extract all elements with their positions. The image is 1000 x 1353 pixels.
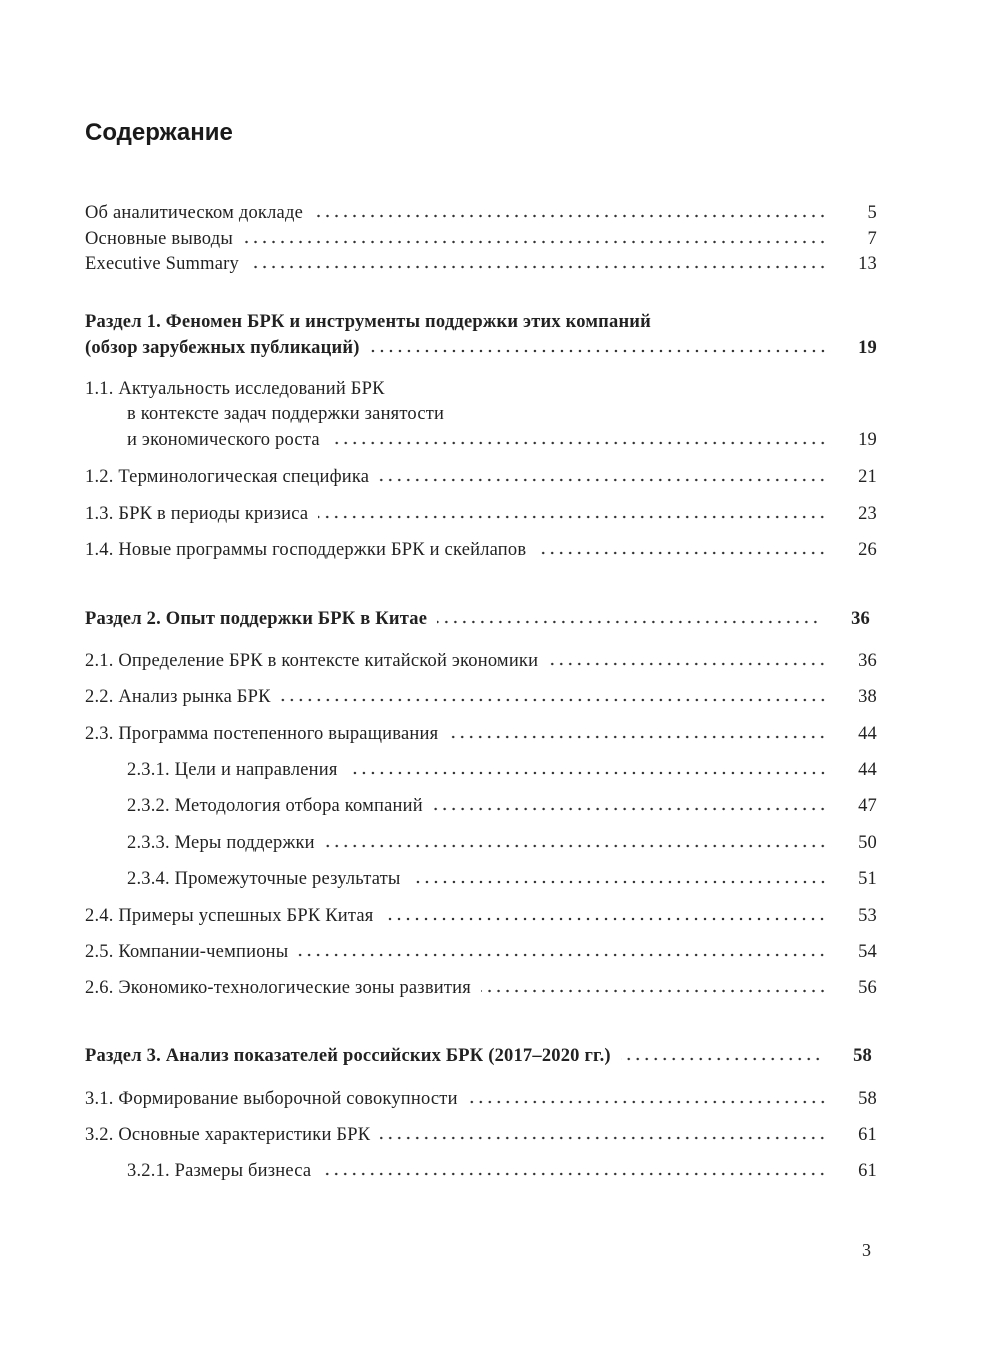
- toc-entry[interactable]: [85, 1123, 877, 1147]
- dot-leader: [379, 477, 827, 483]
- toc-entry[interactable]: [127, 831, 877, 855]
- dot-leader: [249, 264, 827, 270]
- toc-page-number: 61: [858, 1161, 877, 1181]
- toc-page-number: 61: [858, 1125, 877, 1145]
- toc-page-number: 19: [858, 430, 877, 450]
- section-1-heading-line2: (обзор зарубежных публикаций): [85, 338, 360, 358]
- dot-leader: [330, 440, 827, 446]
- toc-entry-text: Об аналитическом докладе: [85, 203, 303, 223]
- toc-entry-text: 2.3.2. Методология отбора компаний: [127, 796, 423, 816]
- dot-leader: [468, 1099, 827, 1105]
- toc-page-number: 36: [858, 651, 877, 671]
- section-2-heading[interactable]: [85, 607, 870, 631]
- toc-entry[interactable]: [127, 867, 877, 891]
- toc-entry[interactable]: [85, 940, 877, 964]
- dot-leader: [321, 1171, 827, 1177]
- toc-page-number: 5: [867, 203, 877, 223]
- dot-leader: [380, 1135, 827, 1141]
- toc-entry-text: 2.3.4. Промежуточные результаты: [127, 869, 401, 889]
- toc-page-number: 56: [858, 978, 877, 998]
- toc-entry[interactable]: [85, 227, 877, 251]
- toc-entry-line[interactable]: в контексте задач поддержки занятости: [127, 404, 445, 424]
- toc-page-number: 44: [858, 724, 877, 744]
- dot-leader: [318, 514, 827, 520]
- toc-page-number: 47: [858, 796, 877, 816]
- toc-page-number: 19: [858, 338, 877, 358]
- dot-leader: [243, 239, 827, 245]
- section-3-title: Раздел 3. Анализ показателей российских БРК (2017–2020 гг.): [85, 1046, 611, 1066]
- dot-leader: [383, 916, 827, 922]
- toc-entry[interactable]: [85, 722, 877, 746]
- toc-entry[interactable]: [85, 502, 877, 526]
- toc-page-number: 26: [858, 540, 877, 560]
- toc-entry-text: 2.1. Определение БРК в контексте китайской экономики: [85, 651, 539, 671]
- toc-page-number: 7: [867, 229, 877, 249]
- toc-entry-text: 2.6. Экономико-технологические зоны развития: [85, 978, 471, 998]
- toc-entry-text: и экономического роста: [127, 430, 320, 450]
- toc-entry[interactable]: [85, 252, 877, 276]
- dot-leader: [298, 952, 827, 958]
- toc-page-number: 58: [853, 1046, 872, 1066]
- dot-leader: [621, 1056, 822, 1062]
- toc-entry-text: 3.2. Основные характеристики БРК: [85, 1125, 371, 1145]
- toc-entry-text: Executive Summary: [85, 254, 239, 274]
- toc-entry[interactable]: [85, 904, 877, 928]
- dot-leader: [313, 213, 827, 219]
- toc-entry-text: 2.4. Примеры успешных БРК Китая: [85, 906, 374, 926]
- toc-entry[interactable]: [85, 649, 877, 673]
- toc-entry-text: 2.5. Компании-чемпионы: [85, 942, 289, 962]
- toc-entry-text: Основные выводы: [85, 229, 233, 249]
- toc-entry[interactable]: [127, 428, 877, 452]
- dot-leader: [433, 806, 827, 812]
- toc-entry[interactable]: [85, 201, 877, 225]
- toc-page-number: 54: [858, 942, 877, 962]
- toc-page-number: 36: [851, 609, 870, 629]
- toc-entry[interactable]: [127, 794, 877, 818]
- dot-leader: [325, 843, 827, 849]
- section-1-heading[interactable]: [85, 336, 877, 360]
- dot-leader: [370, 348, 827, 354]
- toc-entry-text: 2.3. Программа постепенного выращивания: [85, 724, 439, 744]
- toc-entry[interactable]: [85, 1087, 877, 1111]
- dot-leader: [437, 619, 820, 625]
- toc-entry[interactable]: [85, 976, 877, 1000]
- toc-entry-text: 2.3.1. Цели и направления: [127, 760, 338, 780]
- toc-entry[interactable]: [85, 465, 877, 489]
- toc-entry-line[interactable]: 1.1. Актуальность исследований БРК: [85, 379, 385, 399]
- dot-leader: [348, 770, 827, 776]
- page-number: 3: [862, 1240, 871, 1260]
- toc-page-number: 38: [858, 687, 877, 707]
- toc-page-number: 53: [858, 906, 877, 926]
- toc-page-number: 51: [858, 869, 877, 889]
- toc-entry-text: 3.1. Формирование выборочной совокупности: [85, 1089, 458, 1109]
- toc-entry-text: 1.4. Новые программы господдержки БРК и скейлапов: [85, 540, 527, 560]
- toc-page-number: 23: [858, 504, 877, 524]
- toc-page-number: 50: [858, 833, 877, 853]
- toc-entry-text: 2.3.3. Меры поддержки: [127, 833, 315, 853]
- dot-leader: [536, 550, 827, 556]
- toc-page-number: 21: [858, 467, 877, 487]
- dot-leader: [481, 988, 827, 994]
- dot-leader: [548, 661, 827, 667]
- section-2-title: Раздел 2. Опыт поддержки БРК в Китае: [85, 609, 428, 629]
- dot-leader: [281, 697, 827, 703]
- toc-entry-text: 2.2. Анализ рынка БРК: [85, 687, 271, 707]
- toc-page-number: 44: [858, 760, 877, 780]
- dot-leader: [411, 879, 827, 885]
- toc-entry[interactable]: [127, 1159, 877, 1183]
- section-3-heading[interactable]: [85, 1044, 872, 1068]
- toc-entry[interactable]: [85, 538, 877, 562]
- page-title: Содержание: [85, 119, 233, 146]
- toc-entry-text: 1.2. Терминологическая специфика: [85, 467, 370, 487]
- toc-page-number: 58: [858, 1089, 877, 1109]
- toc-entry-text: 3.2.1. Размеры бизнеса: [127, 1161, 312, 1181]
- toc-entry-text: 1.3. БРК в периоды кризиса: [85, 504, 309, 524]
- section-1-heading-line1[interactable]: Раздел 1. Феномен БРК и инструменты поддержки этих компаний: [85, 312, 652, 332]
- toc-entry[interactable]: [127, 758, 877, 782]
- toc-entry[interactable]: [85, 685, 877, 709]
- dot-leader: [448, 734, 827, 740]
- toc-page-number: 13: [858, 254, 877, 274]
